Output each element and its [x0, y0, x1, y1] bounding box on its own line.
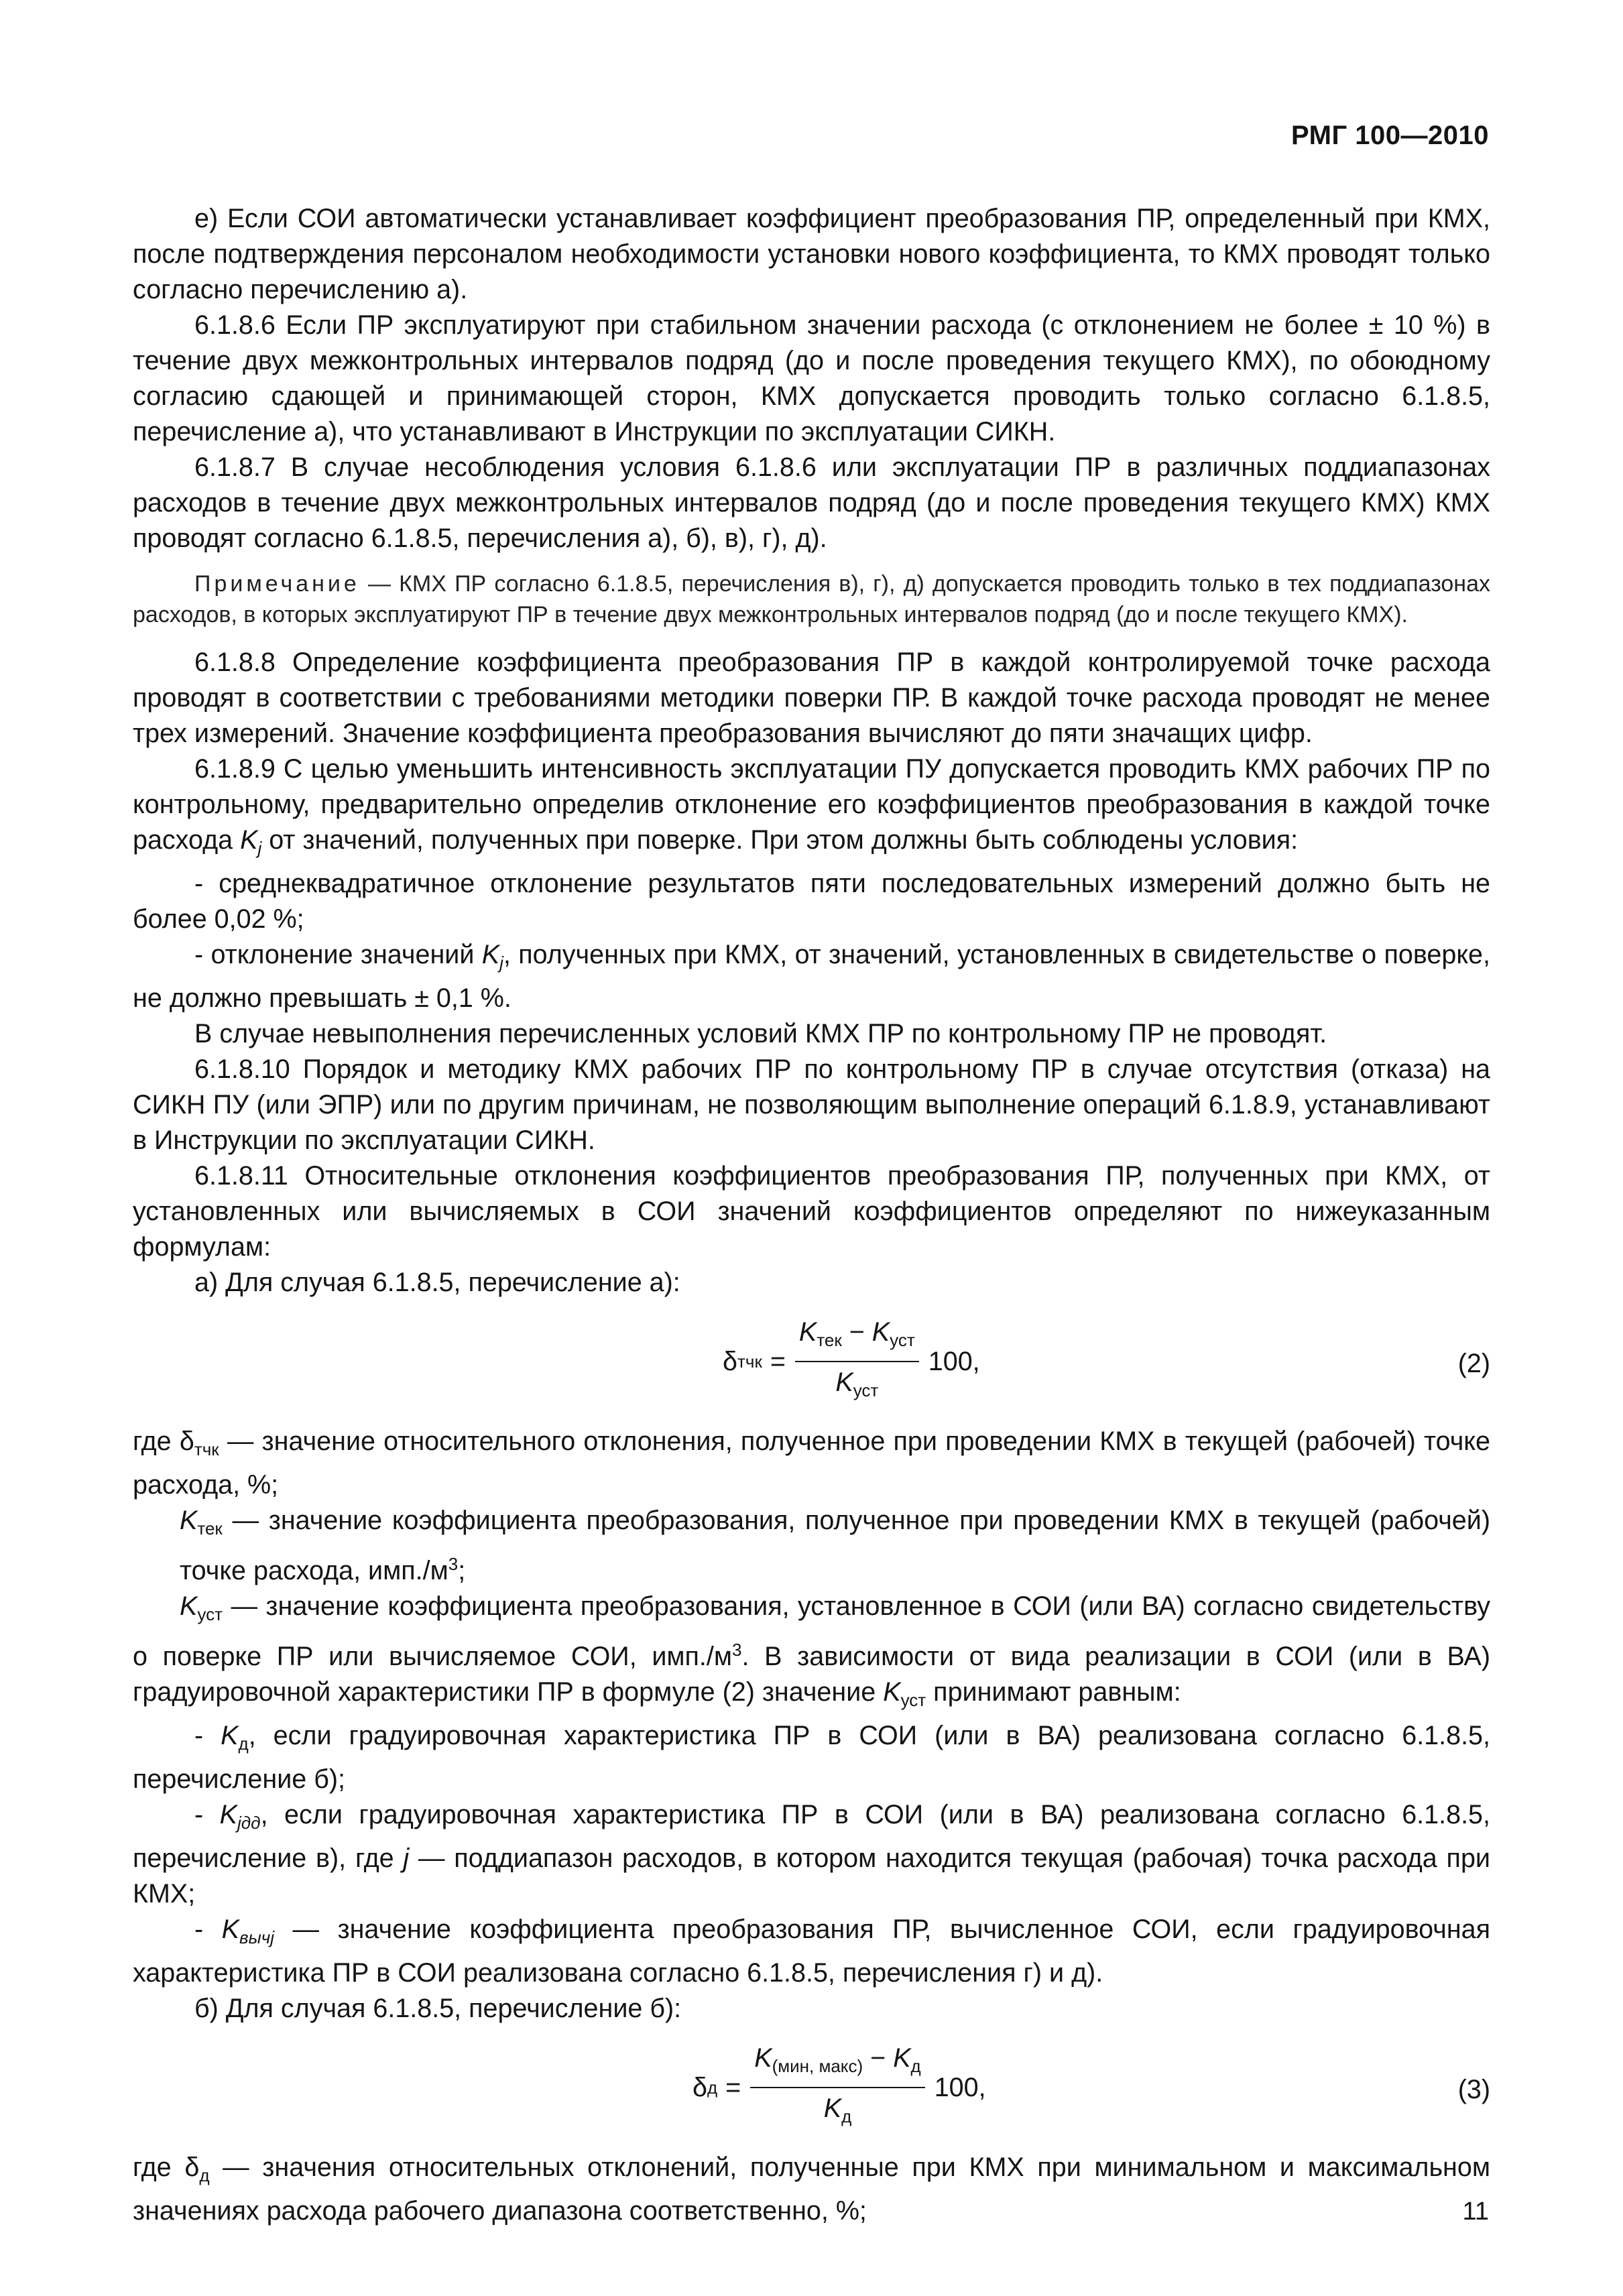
- formula-2-denominator: [835, 1362, 878, 1408]
- formula-3-numerator: [750, 2041, 924, 2088]
- formula-2-numerator: [795, 1315, 919, 1362]
- symbol-k: K: [219, 1800, 238, 1829]
- formula-3-k-d: K: [893, 2043, 911, 2073]
- formula-2-expression: [723, 1318, 980, 1405]
- paragraph-6-1-8-11: 6.1.8.11 Относительные отклонения коэффициентов преобразования ПР, полученных при КМХ, от установленных или вычисляемых в СОИ значений коэффициентов определяют по нижеуказанным формулам:: [133, 1161, 1490, 1262]
- formula-3-eq: =: [725, 2072, 741, 2102]
- symbol-k: K: [180, 1506, 198, 1535]
- subscript-vych: вычj: [239, 1927, 274, 1947]
- formula-3-lhs: δ: [693, 2072, 707, 2102]
- option-k-jdd-text: , если градуировочная характеристика ПР в СОИ (или в ВА) реализована согласно 6.1.8.5, перечисление в), где: [133, 1800, 1490, 1873]
- paragraph-6-1-8-10: 6.1.8.10 Порядок и методику КМХ рабочих ПР по контрольному ПР в случае отсутствия (отказа) на СИКН ПУ (или ЭПР) или по другим причинам, не позволяющим выполнение операций 6.1.8.9, устанавливают в Инструкции по эксплуатации СИКН.: [133, 1054, 1490, 1155]
- formula-2-minus: −: [849, 1317, 865, 1347]
- option-k-vych: [133, 1912, 1490, 1991]
- paragraph-6-1-8-9: [133, 751, 1490, 866]
- condition-2: [133, 937, 1490, 1016]
- superscript-3: 3: [732, 1640, 742, 1660]
- definition-k-tek: $K_{тек}$ — значение коэффициента преобразования, полученное при проведении КМХ в текущей (рабочей) точке расхода, $имп./м^3$;: [180, 1506, 1490, 1585]
- formula-3-fraction: [750, 2041, 924, 2134]
- definition-k-tek-text: — значение коэффициента преобразования, полученное при проведении КМХ в текущей (рабочей) точке расхода, имп./м: [180, 1506, 1490, 1585]
- definition-k-ust-text-a: — значение коэффициента преобразования, установленное в СОИ (или ВА) согласно свидетельству о поверке ПР или вычисляемое СОИ, имп./м: [133, 1591, 1490, 1671]
- formula-3-tail: 100,: [934, 2072, 986, 2102]
- formula-3: [133, 2044, 1490, 2138]
- document-body: [133, 201, 1490, 2229]
- note-block: [133, 568, 1490, 630]
- formula-2: [133, 1318, 1490, 1412]
- symbol-j: j: [403, 1844, 410, 1873]
- paragraph-6-1-8-6: 6.1.8.6 Если ПР эксплуатируют при стабильном значении расхода (с отклонением не более ± 10 %) в течение двух межконтрольных интервалов подряд (до и после проведения текущего КМХ), по обоюдному согласию сдающей и принимающей сторон, КМХ допускается проводить только согласно 6.1.8.5, перечисление а), что устанавливают в Инструкции по эксплуатации СИКН.: [133, 310, 1490, 446]
- paragraph-6-1-8-7: 6.1.8.7 В случае несоблюдения условия 6.1.8.6 или эксплуатации ПР в различных поддиапазонах расходов в течение двух межконтрольных интервалов подряд (до и после проведения текущего КМХ) КМХ проводят согласно 6.1.8.5, перечисления а), б), в), г), д).: [133, 452, 1490, 553]
- case-a-label: а) Для случая 6.1.8.5, перечисление а):: [194, 1268, 680, 1297]
- formula-2-k-tek: K: [798, 1317, 817, 1347]
- formula-2-fraction: [795, 1315, 919, 1408]
- formula-2-k-ust: K: [871, 1317, 890, 1347]
- definition-delta-tchk-text: — значение относительного отклонения, полученное при проведении КМХ в текущей (рабочей) точке расхода, %;: [133, 1427, 1490, 1500]
- definition-delta-d-text: — значения относительных отклонений, полученные при КМХ при минимальном и максимальном значениях расхода рабочего диапазона соответственно, %;: [133, 2153, 1490, 2226]
- formula-3-den-k: K: [823, 2094, 842, 2123]
- dash-marker: -: [194, 1915, 222, 1944]
- formula-3-minus: −: [870, 2043, 886, 2073]
- symbol-k: K: [240, 825, 258, 855]
- subscript-d: д: [238, 1734, 249, 1754]
- case-b-label: б) Для случая 6.1.8.5, перечисление б):: [194, 1994, 682, 2023]
- formula-2-eq: =: [770, 1346, 786, 1376]
- superscript-3: 3: [448, 1554, 459, 1574]
- subscript-j: j: [499, 953, 503, 973]
- definition-k-ust: [133, 1589, 1490, 1718]
- condition-2-text-b: , полученных при КМХ, от значений, установленных в свидетельстве о поверке, не должно превышать ± 0,1 %.: [133, 940, 1490, 1013]
- formula-3-denominator: [824, 2088, 852, 2134]
- option-k-d-text: , если градуировочная характеристика ПР в СОИ (или в ВА) реализована согласно 6.1.8.5, перечисление б);: [133, 1721, 1490, 1794]
- subscript-tchk: тчк: [194, 1439, 219, 1459]
- definition-k-ust-text-b: . В зависимости от вида реализации в СОИ (или в ВА) градуировочной характеристики ПР в формуле (2) значение: [133, 1642, 1491, 1707]
- where-label: где: [133, 2153, 185, 2182]
- paragraph-6-1-8-8: 6.1.8.8 Определение коэффициента преобразования ПР в каждой контролируемой точке расхода проводят в соответствии с требованиями методики поверки ПР. В каждой точке расхода проводят не менее трех измерений. Значение коэффициента преобразования вычисляют до пяти значащих цифр.: [133, 648, 1490, 748]
- formula-2-number: (2): [1457, 1349, 1490, 1378]
- formula-3-lhs-sub: д: [707, 2077, 718, 2098]
- subscript-tek: тек: [197, 1518, 223, 1538]
- symbol-k: K: [481, 940, 500, 969]
- formula-3-number: (3): [1457, 2075, 1490, 2104]
- symbol-k: K: [221, 1721, 239, 1750]
- option-k-vych-text: — значение коэффициента преобразования ПР, вычисленное СОИ, если градуировочная характеристика ПР в СОИ реализована согласно 6.1.8.5, перечисления г) и д).: [133, 1915, 1490, 1988]
- formula-2-den-k: K: [835, 1368, 853, 1397]
- paragraph-6-1-8-9-text-a: 6.1.8.9 С целью уменьшить интенсивность эксплуатации ПУ допускается проводить КМХ рабочих ПР по контрольному, предварительно определив отклонение его коэффициентов преобразования в каждой точке расхода: [133, 754, 1490, 855]
- page-number: 11: [1462, 2197, 1489, 2226]
- dash-marker: -: [194, 1800, 220, 1829]
- definition-k-ust-text-c: принимают равным:: [926, 1677, 1181, 1707]
- option-k-jdd: [133, 1797, 1490, 1912]
- symbol-k: K: [180, 1591, 198, 1621]
- condition-2-text-a: - отклонение значений: [194, 940, 482, 969]
- formula-2-k-tek-sub: тек: [817, 1330, 842, 1350]
- condition-1: - среднеквадратичное отклонение результатов пяти последовательных измерений должно быть не более 0,02 %;: [133, 869, 1490, 934]
- subscript-jdd: jдд: [237, 1813, 261, 1833]
- formula-2-k-ust-sub: уст: [890, 1330, 915, 1350]
- note-label: Примечание: [194, 571, 360, 597]
- note-text: — КМХ ПР согласно 6.1.8.5, перечисления в), г), д) допускается проводить только в тех поддиапазонах расходов, в которых эксплуатируют ПР в течение двух межконтрольных интервалов подряд (до и после текущего КМХ).: [133, 571, 1490, 627]
- paragraph-6-1-8-9-text-b: от значений, полученных при поверке. При этом должны быть соблюдены условия:: [261, 825, 1299, 855]
- formula-2-tail: 100,: [928, 1346, 980, 1376]
- formula-3-den-k-sub: д: [841, 2106, 852, 2126]
- paragraph-e: е) Если СОИ автоматически устанавливает коэффициент преобразования ПР, определенный при КМХ, после подтверждения персоналом необходимости установки нового коэффициента, то КМХ проводят только согласно перечислению а).: [133, 204, 1490, 304]
- formula-3-expression: [693, 2044, 986, 2131]
- option-k-d: [133, 1718, 1490, 1797]
- definition-delta-d: [133, 2150, 1490, 2229]
- formula-2-den-k-sub: уст: [853, 1380, 879, 1400]
- symbol-delta: δ: [179, 1427, 194, 1456]
- paragraph-failure: В случае невыполнения перечисленных условий КМХ ПР по контрольному ПР не проводят.: [194, 1019, 1327, 1048]
- formula-3-k-minmax-sub: (мин, макс): [772, 2056, 863, 2076]
- dash-marker: -: [194, 1721, 221, 1750]
- subscript-d: д: [199, 2165, 210, 2185]
- symbol-k: K: [883, 1677, 901, 1707]
- where-label: где: [133, 1427, 180, 1456]
- formula-2-lhs: δ: [723, 1346, 737, 1376]
- subscript-ust: уст: [900, 1690, 926, 1710]
- subscript-ust: уст: [197, 1604, 223, 1624]
- definition-delta-tchk: [133, 1424, 1490, 1503]
- symbol-delta: δ: [184, 2153, 200, 2182]
- option-k-jdd-text-b: — поддиапазон расходов, в котором находится текущая (рабочая) точка расхода при КМХ;: [133, 1844, 1490, 1909]
- formula-3-k-d-sub: д: [910, 2056, 921, 2076]
- formula-3-k-minmax: K: [754, 2043, 772, 2073]
- document-code-header: РМГ 100—2010: [1291, 121, 1489, 150]
- formula-2-lhs-sub: тчк: [737, 1351, 762, 1372]
- symbol-k: K: [221, 1915, 240, 1944]
- subscript-j: j: [257, 838, 262, 858]
